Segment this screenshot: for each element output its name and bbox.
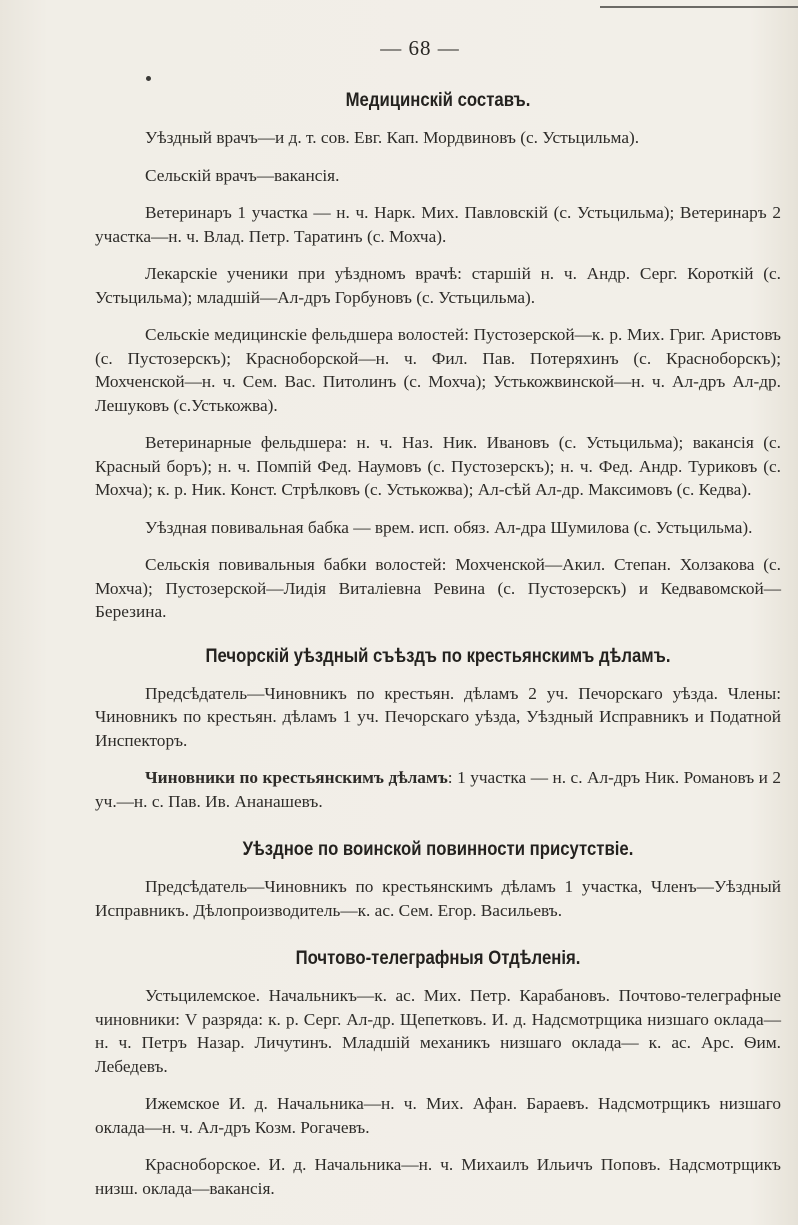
paragraph: Ветеринарные фельдшера: н. ч. Наз. Ник. Ивановъ (с. Устьцильма); вакансія (с. Красный боръ); н. ч. Помпій Фед. Наумовъ (с. Пустозерскъ); н. ч. Фед. Андр. Туриковъ (с. Мохча); к. р. Ник. Конст. Стрѣлковъ (с. Устькожва); Ал-сѣй Ал-др. Максимовъ (с. Кедва). (95, 433, 781, 499)
paragraph: Сельскія повивальныя бабки волостей: Мохченской—Акил. Степан. Холзакова (с. Мохча); Пустозерской—Лидія Виталіевна Ревина (с. Пустозерскъ) и Кедвавомской—Березина. (95, 555, 781, 621)
paragraph: Ветеринаръ 1 участка — н. ч. Нарк. Мих. Павловскій (с. Устьцильма); Ветеринаръ 2 участка—н. ч. Влад. Петр. Таратинъ (с. Мохча). (95, 203, 781, 246)
paragraph-text: : 1 участка — н. с. Ал-дръ Ник. Романовъ и 2 уч.—н. с. Пав. Ив. Ананашевъ. (95, 768, 782, 811)
top-rule (600, 0, 798, 8)
paragraph: Сельскій врачъ—вакансія. (145, 165, 340, 185)
paragraph: Уѣздная повивальная бабка — врем. исп. обяз. Ал-дра Шумилова (с. Устьцильма). (145, 517, 753, 537)
page-number: — 68 — (380, 36, 460, 60)
section-title-post-telegraph: Почтово-телеграфныя Отдѣленія. (295, 948, 581, 969)
bullet-mark (146, 76, 151, 81)
paragraph: Красноборское. И. д. Начальника—н. ч. Михаилъ Ильичъ Поповъ. Надсмотрщикъ низш. оклада—вакансія. (95, 1155, 781, 1198)
section-title-peasant-congress: Печорскій уѣздный съѣздъ по крестьянскимъ дѣламъ. (205, 645, 671, 667)
paragraph: Предсѣдатель—Чиновникъ по крестьян. дѣламъ 2 уч. Печорскаго уѣзда. Члены: Чиновникъ по крестьян. дѣламъ 1 уч. Печорскаго уѣзда, Уѣздный Исправникъ и Податной Инспекторъ. (95, 683, 781, 750)
paragraph: Устьцилемское. Начальникъ—к. ас. Мих. Петр. Карабановъ. Почтово-телеграфные чиновники: V разряда: к. р. Серг. Ал-др. Щепетковъ. И. д. Надсмотрщика низшаго оклада—н. ч. Петръ Назар. Личутинъ. Младшій механикъ низшаго оклада— к. ас. Арс. Ѳим. Лебедевъ. (95, 986, 781, 1076)
paragraph-lead: Чиновники по крестьянскимъ дѣламъ (145, 768, 448, 787)
paragraph: Сельскіе медицинскіе фельдшера волостей: Пустозерской—к. р. Мих. Григ. Аристовъ (с. Пустозерскъ); Красноборской—н. ч. Фил. Пав. Потеряхинъ (с. Красноборскъ); Мохченской—н. ч. Сем. Вас. Питолинъ (с. Мохча); Устькожвинской—н. ч. Ал-дръ Ал-др. Лешуковъ (с.Устькожва). (95, 325, 781, 415)
section-title-medical: Медицинскій составъ. (345, 90, 531, 111)
paragraph: Предсѣдатель—Чиновникъ по крестьянскимъ дѣламъ 1 участка, Членъ—Уѣздный Исправникъ. Дѣлопроизводитель—к. ас. Сем. Егор. Васильевъ. (95, 877, 781, 920)
section-title-military-service: Уѣздное по воинской повинности присутствіе. (242, 839, 634, 860)
paragraph: Лекарскіе ученики при уѣздномъ врачѣ: старшій н. ч. Андр. Серг. Короткій (с. Устьцильма); младшій—Ал-дръ Горбуновъ (с. Устьцильма). (95, 264, 781, 307)
paragraph: Уѣздный врачъ—и д. т. сов. Евг. Кап. Мордвиновъ (с. Устьцильма). (145, 128, 640, 147)
page-content (95, 84, 781, 1200)
paragraph: Ижемское И. д. Начальника—н. ч. Мих. Афан. Бараевъ. Надсмотрщикъ низшаго оклада—н. ч. Ал-дръ Козм. Рогачевъ. (95, 1094, 781, 1137)
paragraph-with-lead (95, 766, 781, 813)
